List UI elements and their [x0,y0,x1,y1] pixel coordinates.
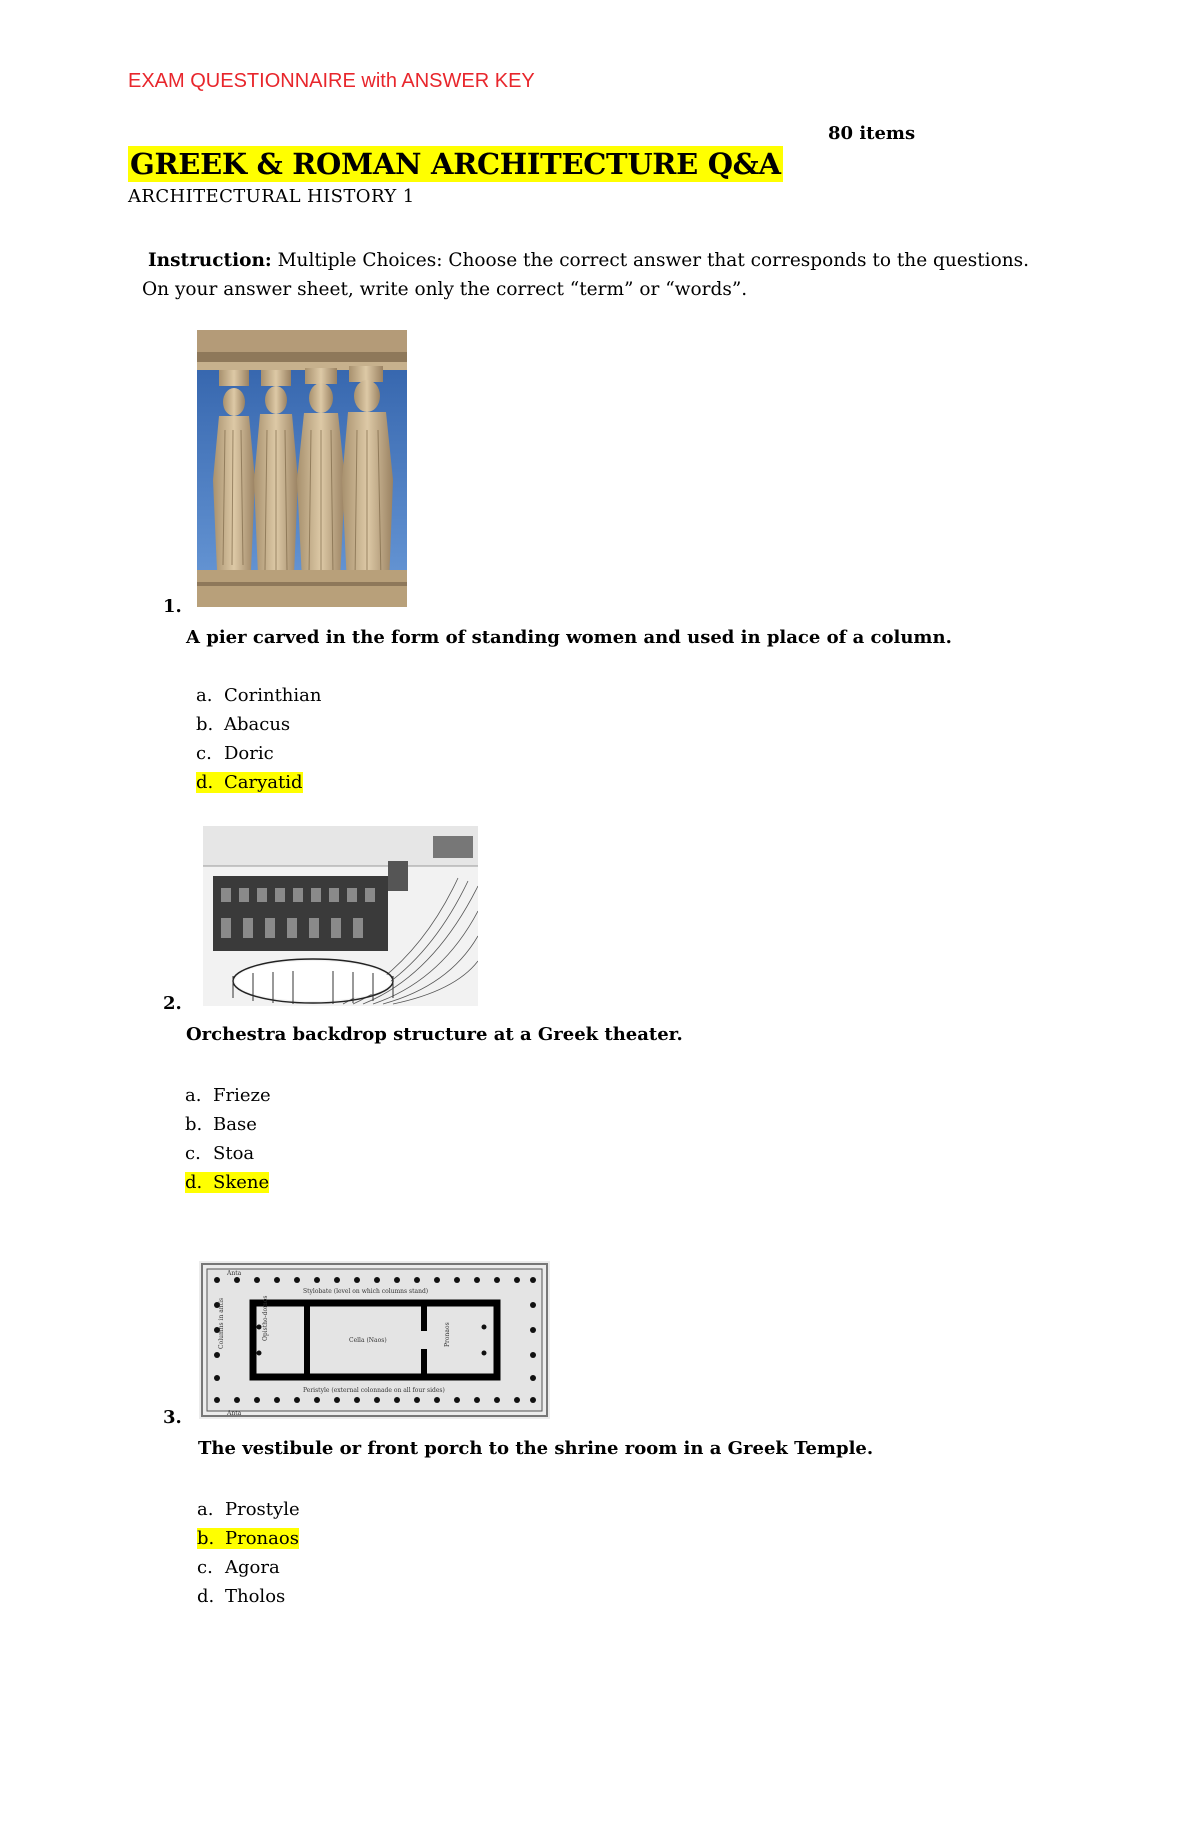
exam-header-note: EXAM QUESTIONNAIRE with ANSWER KEY [128,70,535,92]
question-1-choice-b[interactable]: b. Abacus [196,714,291,735]
question-3-choices [197,1496,300,1612]
greek-temple-plan [199,1261,550,1419]
question-3-number: 3. [163,1407,182,1428]
question-2-choices [185,1082,271,1198]
question-2-choice-d[interactable]: d. Skene [185,1172,270,1193]
plan-label-cella: Cella (Naos) [349,1337,387,1344]
question-1-choice-a[interactable]: a. Corinthian [196,685,322,706]
page-title: GREEK & ROMAN ARCHITECTURE Q&A [130,147,781,181]
question-1-text: A pier carved in the form of standing women and used in place of a column. [186,627,952,648]
question-1-number: 1. [163,596,182,617]
plan-label-anta-top: Anta [227,1270,242,1277]
question-1-choice-c[interactable]: c. Doric [196,743,274,764]
question-3-text: The vestibule or front porch to the shrine room in a Greek Temple. [198,1438,874,1459]
plan-label-anta-bottom: Anta [227,1410,242,1417]
plan-label-opisthodomos: Opistho-domos [262,1295,269,1341]
plan-label-columns-in-antis: Columns in antis [218,1297,225,1349]
items-count: 80 items [828,123,916,144]
page-subtitle: ARCHITECTURAL HISTORY 1 [128,186,415,207]
plan-label-pronaos: Pronaos [444,1322,451,1347]
question-2-text: Orchestra backdrop structure at a Greek theater. [186,1024,683,1045]
caryatid-photo [197,330,407,607]
instruction-line-2: On your answer sheet, write only the correct “term” or “words”. [142,279,748,300]
question-3-choice-d[interactable]: d. Tholos [197,1586,286,1607]
question-2-choice-a[interactable]: a. Frieze [185,1085,271,1106]
question-2-number: 2. [163,993,182,1014]
question-1-choices [196,682,321,798]
question-3-choice-a[interactable]: a. Prostyle [197,1499,300,1520]
instruction-text: Multiple Choices: Choose the correct answer that corresponds to the questions. [271,250,1029,271]
plan-label-peristyle: Peristyle (external colonnade on all four sides) [303,1387,445,1394]
question-2-choice-c[interactable]: c. Stoa [185,1143,255,1164]
plan-label-stylobate: Stylobate (level on which columns stand) [303,1288,429,1295]
question-3-choice-b[interactable]: b. Pronaos [197,1528,299,1549]
question-3-choice-c[interactable]: c. Agora [197,1557,280,1578]
greek-theater-drawing [203,826,478,1006]
question-2-choice-b[interactable]: b. Base [185,1114,257,1135]
question-1-choice-d[interactable]: d. Caryatid [196,772,303,793]
instruction-label: Instruction: [148,250,272,271]
instruction-line-1 [148,250,1029,271]
